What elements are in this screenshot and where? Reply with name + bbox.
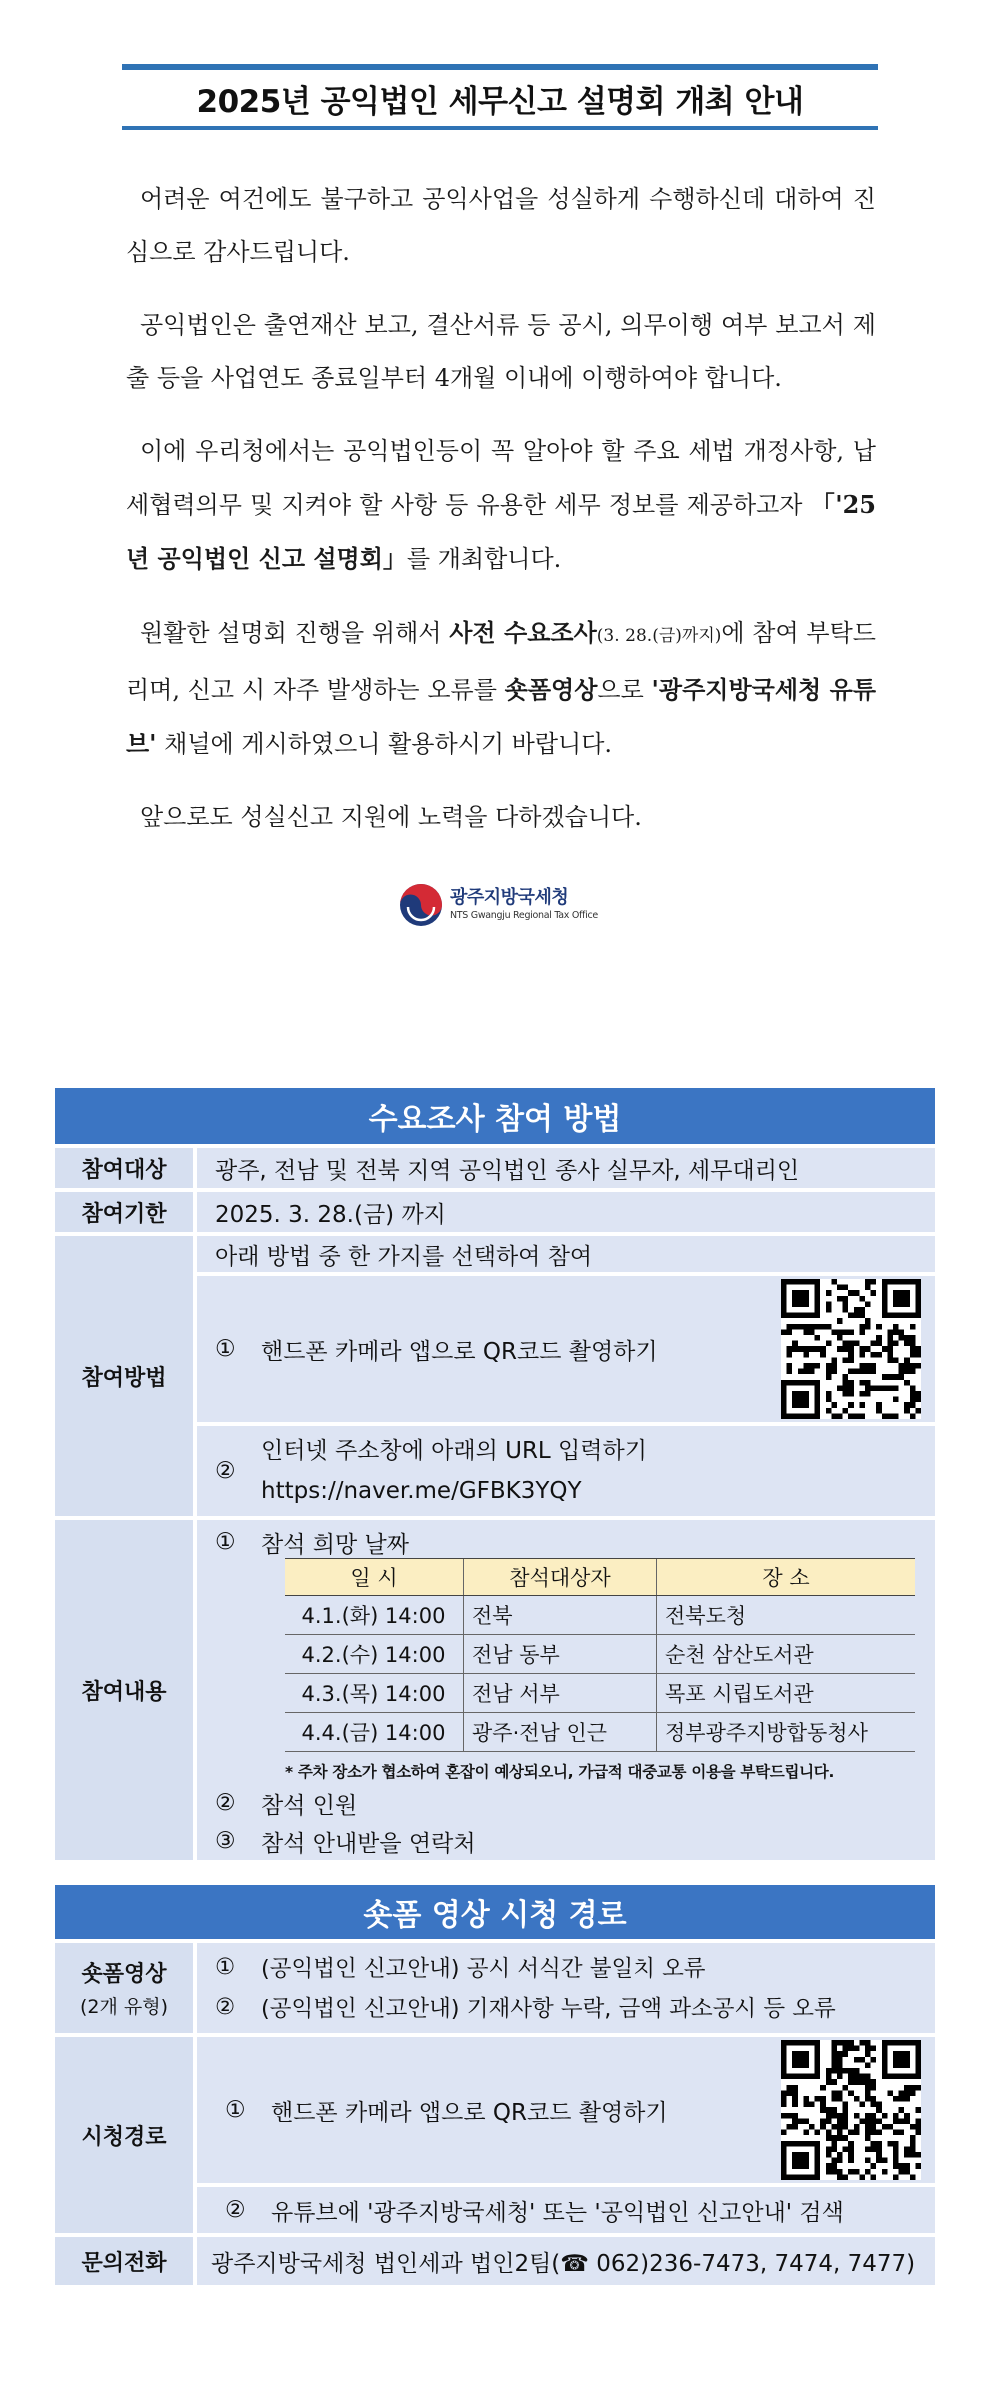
deadline-value: 2025. 3. 28.(금) 까지: [197, 1192, 935, 1232]
video-2-num: ②: [215, 1994, 236, 2020]
target-value: 광주, 전남 및 전북 지역 공익법인 종사 실무자, 세무대리인: [197, 1148, 935, 1188]
logo-english: NTS Gwangju Regional Tax Office: [450, 910, 598, 921]
video-1-num: ①: [215, 1954, 236, 1980]
route-cells: [197, 2037, 935, 2233]
method-1-text: 핸드폰 카메라 앱으로 QR코드 촬영하기: [261, 1338, 658, 1365]
schedule-target: 전남 동부: [464, 1635, 657, 1674]
survey-section: [55, 1088, 935, 1860]
schedule-time: 4.2.(수) 14:00: [285, 1635, 464, 1674]
schedule-place: 전북도청: [657, 1596, 916, 1635]
deadline-row: [55, 1192, 935, 1232]
method-label: 참여방법: [55, 1236, 193, 1516]
route-2-num: ②: [225, 2197, 246, 2223]
qr-code-icon: [781, 2040, 921, 2180]
deadline-label: 참여기한: [55, 1192, 193, 1232]
intro-p4-a: 원활한 설명회 진행을 위해서: [140, 619, 450, 647]
video-label: 숏폼영상: [81, 1962, 167, 1987]
video-1-text: (공익법인 신고안내) 공시 서식간 불일치 오류: [261, 1956, 706, 1982]
schedule-target: 광주·전남 인근: [464, 1713, 657, 1752]
logo-name: 광주지방국세청: [450, 887, 569, 908]
method-url-row: [197, 1426, 935, 1516]
intro-paragraph-1: 어려운 여건에도 불구하고 공익사업을 성실하게 수행하신데 대하여 진심으로 감사드립니다.: [126, 185, 876, 266]
title-block: [122, 64, 878, 130]
schedule-header-time: 일 시: [285, 1559, 464, 1596]
route-qr-row: [197, 2037, 935, 2183]
intro-paragraph-3: [126, 425, 876, 586]
video-2: [215, 1987, 935, 2027]
schedule-table: [285, 1558, 915, 1752]
survey-deadline-inline: (3. 28.(금)까지): [596, 626, 722, 646]
schedule-time: 4.1.(화) 14:00: [285, 1596, 464, 1635]
contact-label: 문의전화: [55, 2237, 193, 2285]
video-2-text: (공익법인 신고안내) 기재사항 누락, 금액 과소공시 등 오류: [261, 1996, 836, 2022]
schedule-header-target: 참석대상자: [464, 1559, 657, 1596]
content-3: [215, 1822, 935, 1860]
schedule-target: 전북: [464, 1596, 657, 1635]
qr-code-icon: [781, 1279, 921, 1419]
title-rule-bottom: [122, 126, 878, 130]
intro-p4-f: 으로: [597, 676, 652, 704]
content-3-text: 참석 안내받을 연락처: [261, 1830, 476, 1857]
content-2: [215, 1784, 935, 1822]
video-row: [55, 1943, 935, 2033]
intro-p3-a: 이에 우리청에서는 공익법인등이 꼭 알아야 할 주요 세법 개정사항, 납세협력의무 및 지켜야 할 사항 등 유용한 세무 정보를 제공하고자: [126, 437, 876, 519]
schedule-row: [285, 1713, 915, 1752]
content-2-text: 참석 인원: [261, 1792, 358, 1819]
video-1: [215, 1947, 935, 1987]
intro-p4-h: 채널에 게시하였으니 활용하시기 바랍니다.: [156, 730, 613, 758]
video-label-cell: [55, 1943, 193, 2033]
method-2-text: 인터넷 주소창에 아래의 URL 입력하기: [261, 1438, 647, 1464]
target-row: [55, 1148, 935, 1188]
content-1: [215, 1526, 935, 1558]
route-label: 시청경로: [55, 2037, 193, 2233]
schedule-row: [285, 1635, 915, 1674]
taegeuk-emblem-icon: [398, 882, 444, 928]
intro-text: [126, 173, 876, 844]
youtube-highlight: '광주지방국세청 유튜브': [126, 675, 877, 758]
shorts-qr-code[interactable]: [781, 2040, 921, 2180]
intro-p3-c: 를 개최합니다.: [406, 545, 562, 573]
survey-highlight: 사전 수요조사: [449, 618, 597, 647]
method-cells: [197, 1236, 935, 1516]
content-row: [55, 1520, 935, 1860]
method-1-num: ①: [215, 1336, 236, 1362]
route-1-text: 핸드폰 카메라 앱으로 QR코드 촬영하기: [271, 2099, 668, 2126]
shorts-highlight: 숏폼영상: [504, 675, 598, 704]
schedule-place: 목포 시립도서관: [657, 1674, 916, 1713]
nts-gwangju-logo: [398, 875, 608, 935]
method-qr-row: [197, 1276, 935, 1422]
schedule-time: 4.3.(목) 14:00: [285, 1674, 464, 1713]
schedule-place: 정부광주지방합동청사: [657, 1713, 916, 1752]
method-2-block: [261, 1431, 647, 1511]
parking-note: * 주차 장소가 협소하여 혼잡이 예상되오니, 가급적 대중교통 이용을 부탁드립니다.: [285, 1763, 835, 1781]
route-1-num: ①: [225, 2097, 246, 2123]
content-1-num: ①: [215, 1529, 236, 1555]
schedule-row: [285, 1674, 915, 1713]
intro-paragraph-2: 공익법인은 출연재산 보고, 결산서류 등 공시, 의무이행 여부 보고서 제출 등을 사업연도 종료일부터 4개월 이내에 이행하여야 합니다.: [126, 311, 876, 392]
route-row: [55, 2037, 935, 2233]
survey-url-link[interactable]: https://naver.me/GFBK3YQY: [261, 1478, 582, 1504]
schedule-time: 4.4.(금) 14:00: [285, 1713, 464, 1752]
content-1-text: 참석 희망 날짜: [261, 1531, 409, 1558]
target-label: 참여대상: [55, 1148, 193, 1188]
survey-qr-code[interactable]: [781, 1279, 921, 1419]
route-youtube-row: [197, 2187, 935, 2233]
schedule-target: 전남 서부: [464, 1674, 657, 1713]
page-title: 2025년 공익법인 세무신고 설명회 개최 안내: [196, 83, 804, 120]
route-2-text: 유튜브에 '광주지방국세청' 또는 '공익법인 신고안내' 검색: [271, 2199, 844, 2226]
intro-p4-d: 에 참여 부탁드리며, 신고 시 자주 발생하는 오류를: [126, 619, 876, 704]
logo-text: [450, 887, 598, 923]
schedule-header-place: 장 소: [657, 1559, 916, 1596]
content-3-num: ③: [215, 1828, 236, 1854]
seminar-name: 「'25년 공익법인 신고 설명회」: [126, 490, 876, 573]
method-row: [55, 1236, 935, 1516]
schedule-row: [285, 1596, 915, 1635]
video-cell: [197, 1943, 935, 2033]
content-label: 참여내용: [55, 1520, 193, 1860]
intro-paragraph-5: 앞으로도 성실신고 지원에 노력을 다하겠습니다.: [140, 803, 642, 831]
video-sublabel: (2개 유형): [79, 1996, 168, 2018]
method-2-num: ②: [215, 1458, 236, 1484]
content-cell: [197, 1520, 935, 1860]
schedule-place: 순천 삼산도서관: [657, 1635, 916, 1674]
survey-header: 수요조사 참여 방법: [55, 1088, 935, 1144]
contact-value: 광주지방국세청 법인세과 법인2팀(☎ 062)236-7473, 7474, 7477): [197, 2237, 935, 2285]
intro-paragraph-4: [126, 606, 876, 771]
shorts-header: 숏폼 영상 시청 경로: [55, 1885, 935, 1939]
contact-row: [55, 2237, 935, 2285]
content-2-num: ②: [215, 1790, 236, 1816]
shorts-section: [55, 1885, 935, 2285]
method-intro: 아래 방법 중 한 가지를 선택하여 참여: [197, 1236, 935, 1272]
